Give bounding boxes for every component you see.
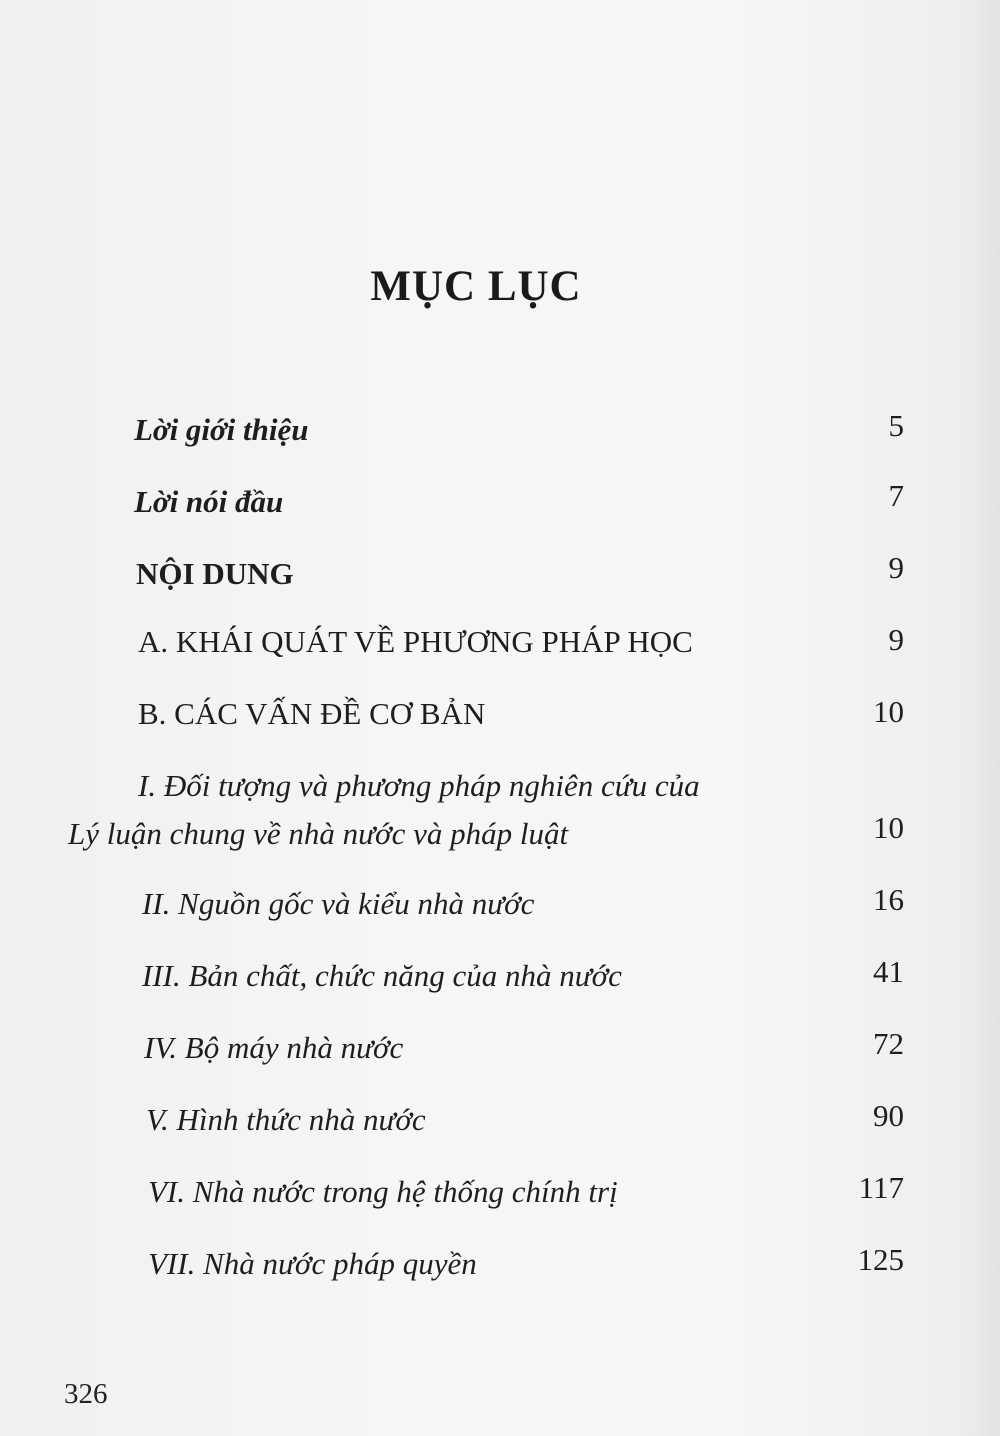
toc-entry-page: 90 xyxy=(873,1098,904,1133)
toc-entry-label: II. Nguồn gốc và kiểu nhà nước xyxy=(142,886,535,921)
toc-entry xyxy=(0,1026,1000,1076)
toc-entry-label: V. Hình thức nhà nước xyxy=(146,1102,426,1137)
toc-entry-label: A. KHÁI QUÁT VỀ PHƯƠNG PHÁP HỌC xyxy=(138,624,693,659)
toc-entry-page: 16 xyxy=(873,882,904,917)
toc-entry xyxy=(0,1170,1000,1220)
toc-entry-label: VI. Nhà nước trong hệ thống chính trị xyxy=(148,1174,618,1209)
toc-entry-label: B. CÁC VẤN ĐỀ CƠ BẢN xyxy=(138,696,486,731)
toc-entry-page: 72 xyxy=(873,1026,904,1061)
toc-entry xyxy=(0,478,1000,528)
toc-entry-label: III. Bản chất, chức năng của nhà nước xyxy=(142,958,622,993)
toc-entry xyxy=(0,882,1000,932)
toc-entry-label: IV. Bộ máy nhà nước xyxy=(144,1030,404,1065)
toc-entry-page: 41 xyxy=(873,954,904,989)
toc-entry-label: NỘI DUNG xyxy=(136,556,294,591)
toc-entry-label: VII. Nhà nước pháp quyền xyxy=(148,1246,477,1281)
page-number: 326 xyxy=(64,1378,108,1410)
toc-title: MỤC LỤC xyxy=(370,263,582,310)
toc-entry-label-continued: Lý luận chung về nhà nước và pháp luật xyxy=(68,816,569,851)
toc-entry-page: 117 xyxy=(858,1170,904,1205)
toc-entry xyxy=(0,954,1000,1004)
toc-entry xyxy=(0,1242,1000,1292)
toc-entry xyxy=(0,694,1000,744)
toc-entry-label: I. Đối tượng và phương pháp nghiên cứu của xyxy=(138,768,700,803)
toc-entry-page: 9 xyxy=(888,622,904,657)
toc-entry xyxy=(0,622,1000,672)
toc-entry-page: 125 xyxy=(857,1242,904,1277)
toc-entry-label: Lời giới thiệu xyxy=(134,412,309,447)
toc-entry xyxy=(0,1098,1000,1148)
toc-entry-page: 10 xyxy=(873,694,904,729)
toc-entry-page: 9 xyxy=(888,550,904,585)
toc-entry-page: 7 xyxy=(888,478,904,513)
toc-entry-page: 10 xyxy=(873,810,904,845)
toc-entry-label: Lời nói đầu xyxy=(134,484,284,519)
toc-entry xyxy=(0,766,1000,866)
toc-entry xyxy=(0,408,1000,458)
toc-entry-page: 5 xyxy=(888,408,904,443)
toc-entry xyxy=(0,550,1000,600)
